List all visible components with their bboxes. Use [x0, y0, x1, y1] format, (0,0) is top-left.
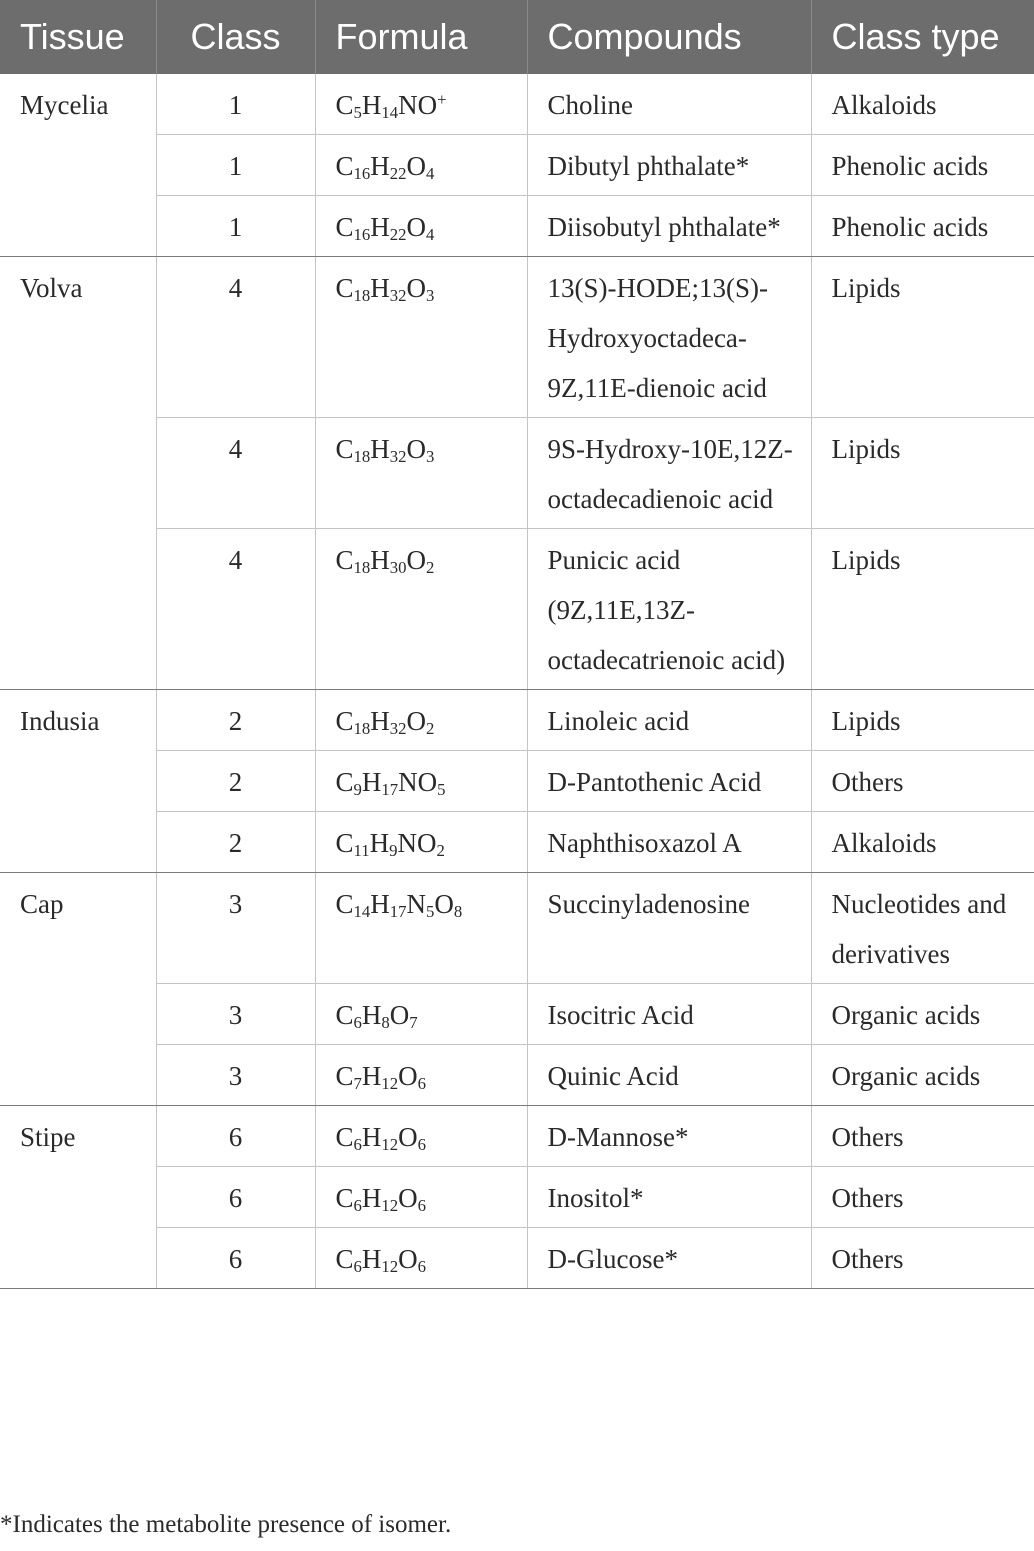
- class-cell: 1: [156, 196, 315, 257]
- compound-cell: D-Glucose*: [527, 1228, 811, 1289]
- class-type-cell: Others: [811, 1228, 1034, 1289]
- table-row: [0, 1228, 1034, 1289]
- compound-cell: Linoleic acid: [527, 690, 811, 751]
- class-cell: 6: [156, 1106, 315, 1167]
- table-row: [0, 1045, 1034, 1106]
- class-cell: 4: [156, 257, 315, 418]
- compound-cell: Quinic Acid: [527, 1045, 811, 1106]
- class-cell: 3: [156, 1045, 315, 1106]
- compound-cell: Punicic acid (9Z,11E,13Z-octadecatrienoic acid): [527, 529, 811, 690]
- class-cell: 6: [156, 1228, 315, 1289]
- class-type-cell: Phenolic acids: [811, 135, 1034, 196]
- class-cell: 4: [156, 529, 315, 690]
- class-cell: 1: [156, 74, 315, 135]
- formula-cell: $C_{14}H_{17}N_5O_8$: [315, 873, 527, 984]
- compound-cell: Diisobutyl phthalate*: [527, 196, 811, 257]
- table-row: [0, 257, 1034, 418]
- class-type-cell: Lipids: [811, 257, 1034, 418]
- compound-cell: Isocitric Acid: [527, 984, 811, 1045]
- class-cell: 2: [156, 690, 315, 751]
- formula-cell: $C_{11}H_9NO_2$: [315, 812, 527, 873]
- compound-cell: Dibutyl phthalate*: [527, 135, 811, 196]
- compound-cell: Naphthisoxazol A: [527, 812, 811, 873]
- class-cell: 3: [156, 873, 315, 984]
- table-row: [0, 873, 1034, 984]
- compound-cell: D-Mannose*: [527, 1106, 811, 1167]
- header-compounds: Compounds: [527, 0, 811, 74]
- formula-cell: $C_{18}H_{32}O_2$: [315, 690, 527, 751]
- compound-cell: 9S-Hydroxy-10E,12Z-octadecadienoic acid: [527, 418, 811, 529]
- class-cell: 6: [156, 1167, 315, 1228]
- compound-cell: Inositol*: [527, 1167, 811, 1228]
- formula-cell: $C_6H_{12}O_6$: [315, 1106, 527, 1167]
- class-type-cell: Others: [811, 751, 1034, 812]
- table-row: [0, 690, 1034, 751]
- tissue-cell: Mycelia: [0, 74, 156, 257]
- class-cell: 2: [156, 751, 315, 812]
- table-row: [0, 1167, 1034, 1228]
- header-class: Class: [156, 0, 315, 74]
- compound-cell: D-Pantothenic Acid: [527, 751, 811, 812]
- header-row: [0, 0, 1034, 74]
- formula-cell: $C_6H_{12}O_6$: [315, 1167, 527, 1228]
- class-type-cell: Organic acids: [811, 1045, 1034, 1106]
- class-type-cell: Alkaloids: [811, 812, 1034, 873]
- table-row: [0, 196, 1034, 257]
- tissue-cell: Indusia: [0, 690, 156, 873]
- table-row: [0, 529, 1034, 690]
- formula-cell: $C_{18}H_{30}O_2$: [315, 529, 527, 690]
- header-class-type: Class type: [811, 0, 1034, 74]
- formula-cell: $C_{18}H_{32}O_3$: [315, 418, 527, 529]
- compound-cell: 13(S)-HODE;13(S)-Hydroxyoctadeca-9Z,11E-dienoic acid: [527, 257, 811, 418]
- table-row: [0, 1106, 1034, 1167]
- class-type-cell: Others: [811, 1106, 1034, 1167]
- table-body: [0, 74, 1034, 1289]
- formula-cell: $C_6H_8O_7$: [315, 984, 527, 1045]
- formula-cell: $C_5H_{14}NO^+$: [315, 74, 527, 135]
- header-formula: Formula: [315, 0, 527, 74]
- tissue-cell: Stipe: [0, 1106, 156, 1289]
- tissue-cell: Volva: [0, 257, 156, 690]
- formula-cell: $C_{16}H_{22}O_4$: [315, 135, 527, 196]
- class-type-cell: Others: [811, 1167, 1034, 1228]
- table-row: [0, 74, 1034, 135]
- class-type-cell: Organic acids: [811, 984, 1034, 1045]
- class-cell: 3: [156, 984, 315, 1045]
- table-row: [0, 812, 1034, 873]
- compound-cell: Succinyladenosine: [527, 873, 811, 984]
- table-row: [0, 984, 1034, 1045]
- class-cell: 1: [156, 135, 315, 196]
- class-cell: 2: [156, 812, 315, 873]
- formula-cell: $C_{18}H_{32}O_3$: [315, 257, 527, 418]
- class-type-cell: Alkaloids: [811, 74, 1034, 135]
- class-type-cell: Lipids: [811, 529, 1034, 690]
- formula-cell: $C_9H_{17}NO_5$: [315, 751, 527, 812]
- class-type-cell: Phenolic acids: [811, 196, 1034, 257]
- table-header: [0, 0, 1034, 74]
- table-row: [0, 135, 1034, 196]
- formula-cell: $C_7H_{12}O_6$: [315, 1045, 527, 1106]
- compound-cell: Choline: [527, 74, 811, 135]
- formula-cell: $C_{16}H_{22}O_4$: [315, 196, 527, 257]
- formula-cell: $C_6H_{12}O_6$: [315, 1228, 527, 1289]
- header-tissue: Tissue: [0, 0, 156, 74]
- tissue-cell: Cap: [0, 873, 156, 1106]
- class-type-cell: Nucleotides and derivatives: [811, 873, 1034, 984]
- class-type-cell: Lipids: [811, 418, 1034, 529]
- table-row: [0, 418, 1034, 529]
- class-cell: 4: [156, 418, 315, 529]
- table-row: [0, 751, 1034, 812]
- class-type-cell: Lipids: [811, 690, 1034, 751]
- table-footnote: *Indicates the metabolite presence of isomer.: [0, 1511, 452, 1538]
